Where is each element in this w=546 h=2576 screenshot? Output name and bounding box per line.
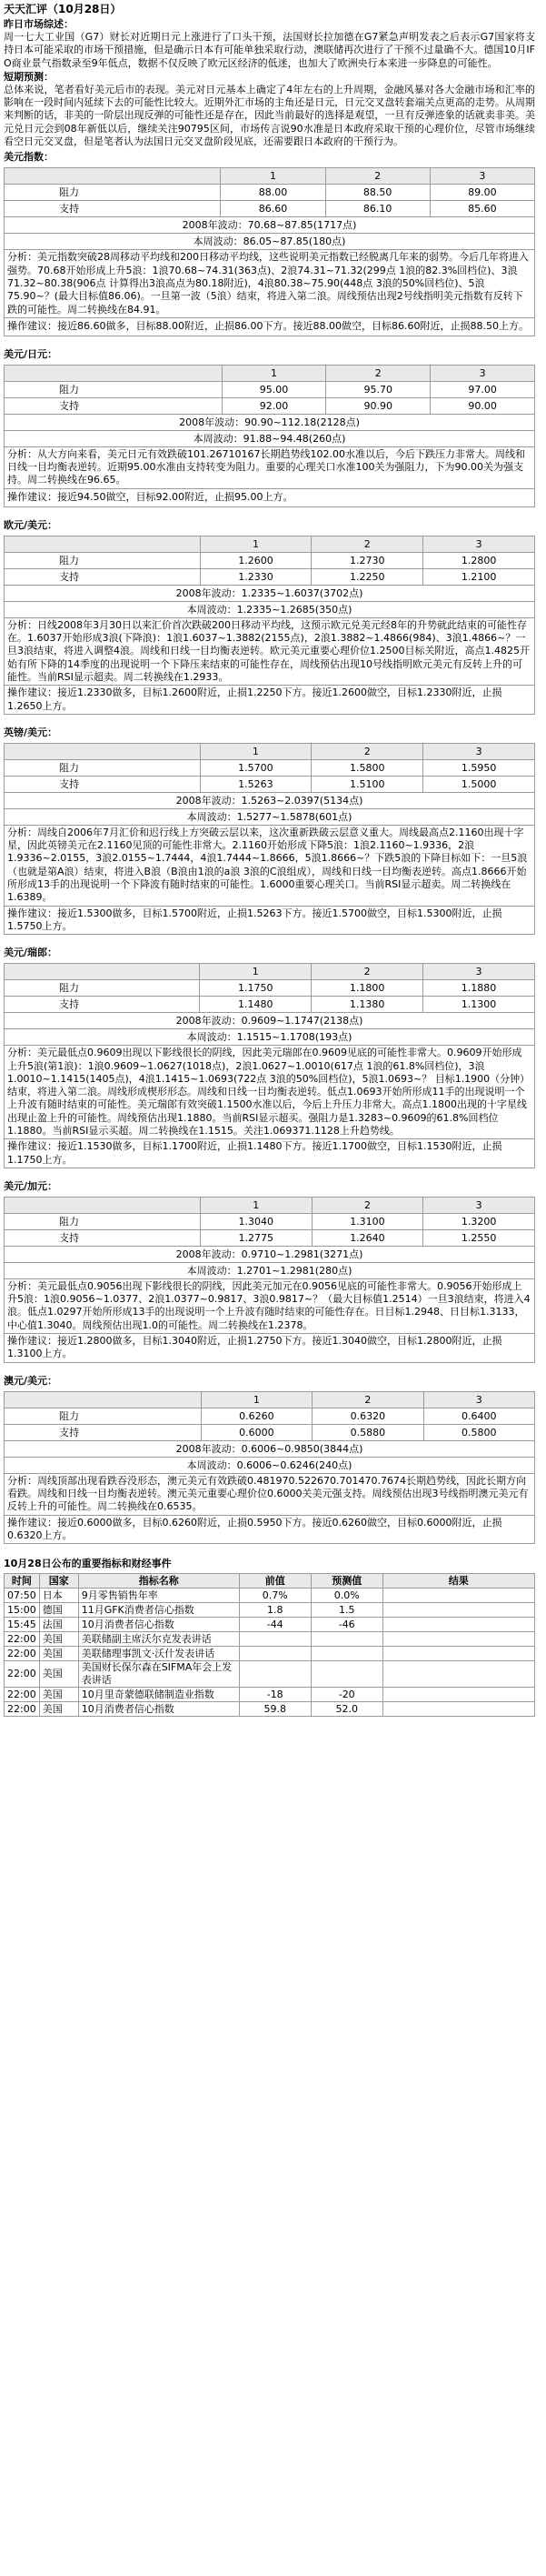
range-week-row [5,808,535,825]
range-year: 2008年波动：1.5263~2.0397(5134点) [5,792,535,808]
level-header: 3 [423,1197,535,1213]
support-row [5,1229,535,1246]
support-value: 86.10 [325,201,430,217]
resistance-value: 1.5950 [423,759,535,776]
range-year: 2008年波动：90.90~112.18(2128点) [5,414,535,430]
levels-header-row [5,536,535,552]
range-week-row [5,601,535,617]
event-cell: 59.8 [239,1702,311,1717]
trade-advice-row [5,686,535,715]
support-row [5,997,535,1013]
support-label: 支持 [5,568,201,585]
trade-advice: 操作建议：接近86.60做多，目标88.00附近，止损86.00下方。接近88.00做空，目标86.60附近，止损88.50上方。 [5,317,535,336]
currency-sections [4,150,535,1544]
resistance-value: 1.1800 [312,980,423,997]
support-value: 1.1380 [312,997,423,1013]
support-value: 1.2330 [200,568,312,585]
range-year: 2008年波动：0.9710~1.2981(3271点) [5,1246,535,1262]
analysis-text-row [5,1473,535,1515]
support-value: 1.5000 [423,776,535,792]
resistance-value: 1.3100 [312,1213,423,1229]
analysis-text: 分析：美元最低点0.9056出现下影线很长的阴线，因此美元加元在0.9056见底的可能性非常大。0.9056开始形成上升5浪：1浪0.9056~1.0377、2浪1.0377~0.9817、3浪0.9817~？（最大目标值1.2514）一旦3浪结束，将进入4浪。低点1.0297开始所形成13手的出现说明一个上升波有随时结束的可能性存在。日目标1.2948、日目标1.3133，中心值1.3040。周线预估出现1.0的可能性。周二转换线在1.2378。 [5,1278,535,1333]
section-title: 美元指数： [4,151,54,164]
events-title: 10月28日公布的重要指标和财经事件 [4,1558,172,1570]
event-cell: 10月消费者信心指数 [78,1618,239,1632]
support-value: 1.2250 [312,568,423,585]
event-cell [382,1647,534,1661]
resistance-value: 1.3200 [423,1213,535,1229]
event-cell: 07:50 [5,1589,40,1603]
event-row [5,1647,535,1661]
support-label: 支持 [5,201,221,217]
range-year-row [5,792,535,808]
levels-table [4,1391,535,1544]
levels-table [4,167,535,336]
support-label: 支持 [5,1229,201,1246]
event-row [5,1589,535,1603]
event-cell: 日本 [39,1589,78,1603]
event-cell: 0.0% [311,1589,382,1603]
trade-advice: 操作建议：接近0.6000做多，目标0.6260附近，止损0.5950下方。接近0.6260做空，目标0.6000附近，止损0.6320上方。 [5,1515,535,1544]
resistance-value: 1.2800 [423,552,535,568]
trade-advice: 操作建议：接近94.50做空，目标92.00附近，止损95.00上方。 [5,488,535,506]
trade-advice-row [5,317,535,336]
range-year-row [5,414,535,430]
event-cell [382,1661,534,1688]
resistance-row [5,1408,535,1424]
range-week-row [5,430,535,446]
event-cell [382,1688,534,1702]
range-week: 本周波动：1.1515~1.1708(193点) [5,1029,535,1046]
range-year: 2008年波动：70.68~87.85(1717点) [5,217,535,234]
support-value: 1.5100 [312,776,423,792]
levels-table [4,743,535,935]
level-header: 2 [312,964,423,980]
resistance-label: 阻力 [5,381,223,397]
event-cell: 52.0 [311,1702,382,1717]
range-week-row [5,1457,535,1473]
events-header-cell: 国家 [39,1574,78,1589]
event-cell: 美国 [39,1661,78,1688]
event-cell: 22:00 [5,1632,40,1647]
event-cell: 美国 [39,1632,78,1647]
trade-advice-row [5,906,535,935]
trade-advice: 操作建议：接近1.1530做多，目标1.1700附近，止损1.1480下方。接近1.1700做空，目标1.1530附近，止损1.1750上方。 [5,1139,535,1168]
analysis-text: 分析：周线自2006年7月汇价和迟行线上方突破云层以来，这次重新跌破云层意义重大。周线最高点2.1160出现十字星，因此英镑美元在2.1160见顶的可能性非常大。2.1160开始形成下降5浪：1浪2.1160~1.9336，2浪1.9336~2.0155，3浪2.0155~1.7444，4浪1.7444~1.8666，5浪1.8666~？下跌5浪的下降目标如下：一旦5浪（也就是第A浪）结束，将进入B浪（B浪由1浪的a浪 3浪的C浪组成），周线和日线一目均衡表逆转。高点1.8666开始所形成13手的出现说明一个下降波有随时结束的可能性。1.6000重要心理关口。当前RSI显示超卖。周二转换线在1.6389。 [5,825,535,906]
support-value: 92.00 [222,397,326,414]
support-value: 0.5880 [313,1424,423,1440]
range-week-row [5,1029,535,1046]
resistance-row [5,980,535,997]
trade-advice-row [5,1139,535,1168]
resistance-row [5,381,535,397]
event-cell [382,1702,534,1717]
resistance-value: 1.3040 [200,1213,312,1229]
level-header: 2 [312,1197,423,1213]
level-header: 3 [423,743,535,759]
range-year: 2008年波动：0.6006~0.9850(3844点) [5,1440,535,1457]
support-value: 1.2640 [312,1229,423,1246]
support-row [5,568,535,585]
event-row [5,1661,535,1688]
section-title: 欧元/美元： [4,518,58,531]
level-header: 3 [423,536,535,552]
range-week: 本周波动：1.5277~1.5878(601点) [5,808,535,825]
levels-header-row [5,365,535,381]
resistance-label: 阻力 [5,185,221,201]
support-row [5,397,535,414]
level-header: 3 [431,365,535,381]
range-year-row [5,1246,535,1262]
event-cell: 11月GFK消费者信心指数 [78,1603,239,1618]
event-row [5,1688,535,1702]
event-cell: -20 [311,1688,382,1702]
resistance-row [5,1213,535,1229]
event-cell: -44 [239,1618,311,1632]
header-blank-cell [5,536,201,552]
support-label: 支持 [5,1424,202,1440]
range-year: 2008年波动：1.2335~1.6037(3702点) [5,585,535,601]
events-header-cell: 预测值 [311,1574,382,1589]
support-value: 90.00 [431,397,535,414]
resistance-value: 0.6320 [313,1408,423,1424]
support-label: 支持 [5,397,223,414]
resistance-value: 88.50 [325,185,430,201]
event-cell [382,1589,534,1603]
event-cell: -46 [311,1618,382,1632]
resistance-value: 1.1880 [423,980,535,997]
level-header: 1 [200,743,312,759]
header-blank-cell [5,964,200,980]
event-cell: 美国 [39,1702,78,1717]
trade-advice-row [5,488,535,506]
range-week: 本周波动：86.05~87.85(180点) [5,234,535,250]
header-blank-cell [5,743,201,759]
event-row [5,1618,535,1632]
header-blank-cell [5,1197,201,1213]
support-label: 支持 [5,997,200,1013]
level-header: 2 [312,536,423,552]
support-value: 1.5263 [200,776,312,792]
event-cell [382,1618,534,1632]
levels-table [4,963,535,1168]
levels-header-row [5,964,535,980]
levels-table [4,536,535,715]
event-row [5,1632,535,1647]
event-cell: 22:00 [5,1702,40,1717]
event-cell: 美国 [39,1688,78,1702]
level-header: 1 [200,536,312,552]
trade-advice-row [5,1515,535,1544]
header-blank-cell [5,365,223,381]
event-cell [239,1661,311,1688]
event-cell [311,1661,382,1688]
event-cell: 10月消费者信心指数 [78,1702,239,1717]
analysis-text-row [5,250,535,317]
section-title: 澳元/美元： [4,1374,58,1387]
analysis-text-row [5,446,535,488]
event-cell [382,1632,534,1647]
event-cell: 15:00 [5,1603,40,1618]
section-title: 美元/加元： [4,1179,58,1192]
event-row [5,1603,535,1618]
event-cell [311,1647,382,1661]
event-cell: 美联储理事凯文·沃什发表讲话 [78,1647,239,1661]
report-title: 天天汇评（10月28日） [4,3,122,15]
events-header-row [5,1574,535,1589]
range-year-row [5,1440,535,1457]
section-title: 美元/日元： [4,347,58,360]
range-week: 本周波动：91.88~94.48(260点) [5,430,535,446]
level-header: 1 [200,964,312,980]
support-label: 支持 [5,776,201,792]
levels-header-row [5,1197,535,1213]
event-cell: 美国 [39,1647,78,1661]
event-cell: 法国 [39,1618,78,1632]
support-row [5,776,535,792]
event-cell [239,1647,311,1661]
levels-header-row [5,168,535,185]
market-review-heading: 昨日市场综述： [4,18,74,30]
section-title: 美元/瑞郎： [4,947,58,959]
market-review-text: 周一七大工业国（G7）财长对近期日元上涨进行了口头干预，法国财长拉加德在G7紧急声明发表之后表示G7国家将支持日本可能采取的市场干预措施，但是确示日本有可能单独采取行动，澳联储再次进行了干预不过量确不大。德国10月IFO商业景气指数录至9年低点，数据不仅反映了欧元区经济的低迷，也加大了欧洲央行本来进一步降息的可能性。 [4,31,535,69]
trade-advice: 操作建议：接近1.2330做多，目标1.2600附近，止损1.2250下方。接近1.2600做空，目标1.2330附近，止损1.2650上方。 [5,686,535,715]
support-value: 1.2775 [200,1229,312,1246]
analysis-text-row [5,1278,535,1333]
level-header: 3 [423,964,535,980]
event-cell: 美国财长保尔森在SIFMA年会上发表讲话 [78,1661,239,1688]
events-header-cell: 结果 [382,1574,534,1589]
event-cell: 9月零售销售年率 [78,1589,239,1603]
resistance-value: 1.2600 [200,552,312,568]
support-row [5,201,535,217]
resistance-row [5,185,535,201]
resistance-value: 1.5700 [200,759,312,776]
range-year-row [5,217,535,234]
event-cell: -18 [239,1688,311,1702]
event-cell: 0.7% [239,1589,311,1603]
resistance-value: 89.00 [430,185,534,201]
resistance-value: 95.00 [222,381,326,397]
trade-advice: 操作建议：接近1.2800做多，目标1.3040附近，止损1.2750下方。接近1.3040做空，目标1.2800附近，止损1.3100上方。 [5,1334,535,1363]
resistance-row [5,552,535,568]
levels-table [4,365,535,507]
analysis-text: 分析：从大方向来看，美元日元有效跌破101.26710167长期趋势线102.00水准以后，今后下跌压力非常大。周线和日线一目均衡表逆转。近期95.00水准由支持转变为阻力。重要的心理关口水准100关为强阻力，下为90.00关为强支持。周二转换线在96.65。 [5,446,535,488]
analysis-text-row [5,1046,535,1139]
event-cell: 1.8 [239,1603,311,1618]
event-cell: 10月里奇蒙德联储制造业指数 [78,1688,239,1702]
events-header-cell: 前值 [239,1574,311,1589]
header-blank-cell [5,168,221,185]
levels-table [4,1197,535,1363]
levels-header-row [5,1391,535,1408]
support-value: 1.2550 [423,1229,535,1246]
level-header: 1 [201,1391,312,1408]
resistance-value: 95.70 [326,381,431,397]
level-header: 1 [221,168,325,185]
range-year: 2008年波动：0.9609~1.1747(2138点) [5,1013,535,1029]
event-cell [239,1632,311,1647]
analysis-text: 分析：美元最低点0.9609出现以下影线很长的阴线，因此美元瑞郎在0.9609见底的可能性非常大。0.9609开始形成上升5浪(第1浪)：1浪0.9609~1.0627(1018点)，2浪1.0627~1.0010(617点 1浪的61.8%回档位)，3浪1.0010~1.1415(1405点)，4浪1.1415~1.0693(722点 3浪的50%回档位)，5浪1.0693~？ 目标1.1900（分钟）结束，将进入第二浪。周线形成楔形形态。周线和日线一目均衡表逆转。低点1.0693开始所形成11手的出现说明一个上升波有随时结束的可能性。美元瑞郎有效突破1.1500水准以后，今后上升压力非常大。高点1.1800出现的十字星线出现止盈上升的可能性。周线预估出现1.1880。当前RSI显示超买。强阻力是1.3283~0.9609的61.8%回档位1.1880。当前RSI显示买超。周二转换线在1.1515。关注1.069371.1128上升趋势线。 [5,1046,535,1139]
level-header: 1 [222,365,326,381]
level-header: 3 [430,168,534,185]
event-cell: 15:45 [5,1618,40,1632]
support-row [5,1424,535,1440]
level-header: 2 [325,168,430,185]
trade-advice: 操作建议：接近1.5300做多，目标1.5700附近，止损1.5263下方。接近1.5700做空，目标1.5300附近，止损1.5750上方。 [5,906,535,935]
events-header-cell: 时间 [5,1574,40,1589]
event-cell: 1.5 [311,1603,382,1618]
support-value: 1.2100 [423,568,535,585]
analysis-text-row [5,825,535,906]
analysis-text: 分析：美元指数突破28周移动平均线和200日移动平均线，这些说明美元指数已经脱离几年来的弱势。今后几年将进入强势。70.68开始形成上升5浪：1浪70.68~74.31(363点)、2浪74.31~71.32(299点 1浪的82.3%回档位)、3浪71.32~80.38(906点 计算得出3浪高点为80.18附近)，4浪80.38~75.90(448点 3浪的50%回档位)、5浪75.90~？(最大目标值86.06)。一旦第一波（5浪）结束，将进入第二浪。周线预估出现2号线指明美元指数有反转下跌的可能性。周二转换线在84.91。 [5,250,535,317]
resistance-value: 0.6260 [201,1408,312,1424]
events-table [4,1573,535,1717]
level-header: 2 [313,1391,423,1408]
resistance-label: 阻力 [5,1213,201,1229]
level-header: 1 [200,1197,312,1213]
event-cell [311,1632,382,1647]
range-week: 本周波动：1.2335~1.2685(350点) [5,601,535,617]
resistance-row [5,759,535,776]
resistance-label: 阻力 [5,759,201,776]
event-cell [382,1603,534,1618]
forecast-heading: 短期预测： [4,70,54,83]
analysis-text-row [5,617,535,685]
levels-header-row [5,743,535,759]
support-value: 85.60 [430,201,534,217]
section-title: 英镑/美元： [4,726,58,738]
range-week-row [5,1262,535,1278]
range-week: 本周波动：0.6006~0.6246(240点) [5,1457,535,1473]
support-value: 90.90 [326,397,431,414]
level-header: 2 [326,365,431,381]
support-value: 1.1300 [423,997,535,1013]
level-header: 3 [423,1391,534,1408]
resistance-value: 97.00 [431,381,535,397]
resistance-value: 1.2730 [312,552,423,568]
support-value: 0.6000 [201,1424,312,1440]
range-week: 本周波动：1.2701~1.2981(280点) [5,1262,535,1278]
range-week-row [5,234,535,250]
event-cell: 22:00 [5,1647,40,1661]
header-blank-cell [5,1391,202,1408]
analysis-text: 分析：日线2008年3月30日以来汇价首次跌破200日移动平均线，这预示欧元兑美元经8年的升势就此结束的可能性存在。1.6037开始形成3浪(下降浪)：1浪1.6037~1.3882(2155点)，2浪1.3882~1.4866(984)、3浪1.4866~？一旦3浪结束，将进入调整4浪。周线和日线一目均衡表逆转。欧元美元重要心理价位1.2500目标关附近，高点1.4825开始有所下降的14季度的出现说明一个下降压来结束的可能性存在，周线预估出现10号线指明欧元美元有反转上升的可能性。当前RSI显示超卖。周二转换线在1.2933。 [5,617,535,685]
range-year-row [5,585,535,601]
event-cell: 22:00 [5,1688,40,1702]
resistance-label: 阻力 [5,980,200,997]
support-value: 86.60 [221,201,325,217]
event-row [5,1702,535,1717]
resistance-value: 88.00 [221,185,325,201]
resistance-label: 阻力 [5,1408,202,1424]
resistance-value: 1.1750 [200,980,312,997]
event-cell: 美联储副主席沃尔克发表讲话 [78,1632,239,1647]
resistance-value: 0.6400 [423,1408,534,1424]
event-cell: 22:00 [5,1661,40,1688]
event-cell: 德国 [39,1603,78,1618]
range-year-row [5,1013,535,1029]
trade-advice-row [5,1334,535,1363]
support-value: 1.1480 [200,997,312,1013]
forecast-text: 总体来说，笔者看好美元后市的表现。美元对日元基本上确定了4年左右的上升周期，金融风暴对各大金融市场和汇率的影响在一段时间内延续下去的可能性比较大。近期外汇市场的主角还是日元，日元交叉盘转套端关点更高的走势。从周期来判断的话，非美的一阶层出现反弹的可能性还是存在，因此当前最好的选择是观望，一旦有反弹迹象的话就卖非美。美元兑日元会到08年新低以后，继续关注90795区间，市场传言说90水准是日本政府采取干预的心理价位，尽管市场继续看空日元交叉盘，但是笔者认为法国日元交叉盘阶段见底，还需要跟日本政府的干预行为。 [4,83,535,148]
analysis-text: 分析：周线顶部出现看跌吞没形态，澳元美元有效跌破0.481970.522670.701470.7674长期趋势线，因此长期方向看跌。周线和日线一目均衡表逆转。澳元美元重要心理价位0.6000关美元强支持。周线预估出现3号线指明澳元美元有反转上升的可能性。周二转换线在0.6535。 [5,1473,535,1515]
level-header: 2 [312,743,423,759]
events-header-cell: 指标名称 [78,1574,239,1589]
support-value: 0.5800 [423,1424,534,1440]
resistance-value: 1.5800 [312,759,423,776]
resistance-label: 阻力 [5,552,201,568]
